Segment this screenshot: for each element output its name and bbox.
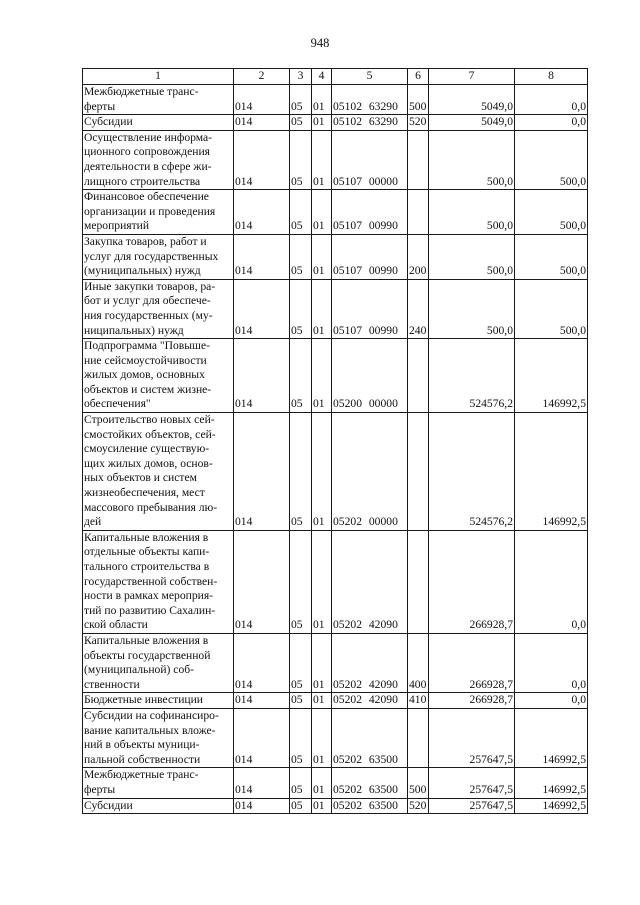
item-name: Осуществление информа- ционного сопровождения деятельности в сфере жи- лищного строительства <box>83 130 234 189</box>
section-code: 05 <box>290 339 312 413</box>
target-code: 05107 00000 <box>332 130 408 189</box>
header-cell: 7 <box>429 69 515 85</box>
amount-1: 500,0 <box>429 234 515 279</box>
amount-2: 146992,5 <box>515 768 588 798</box>
expense-type-code: 200 <box>408 234 429 279</box>
expense-type-code: 240 <box>408 279 429 338</box>
target-code: 05200 00000 <box>332 339 408 413</box>
section-code: 05 <box>290 798 312 814</box>
amount-1: 257647,5 <box>429 768 515 798</box>
section-code: 05 <box>290 633 312 692</box>
expense-type-code <box>408 130 429 189</box>
expense-type-code <box>408 530 429 633</box>
page-number: 948 <box>310 36 330 50</box>
budget-table <box>82 68 588 814</box>
amount-1: 257647,5 <box>429 708 515 767</box>
amount-2: 500,0 <box>515 130 588 189</box>
table-row <box>83 413 588 531</box>
amount-2: 500,0 <box>515 279 588 338</box>
item-name: Субсидии на софинансиро- вание капитальных вложе- ний в объекты муници- пальной собственности <box>83 708 234 767</box>
ministry-code: 014 <box>234 413 290 531</box>
amount-2: 0,0 <box>515 693 588 709</box>
target-code: 05102 63290 <box>332 115 408 131</box>
expense-type-code: 410 <box>408 693 429 709</box>
header-cell: 1 <box>83 69 234 85</box>
subsection-code: 01 <box>312 279 332 338</box>
table-row <box>83 115 588 131</box>
section-code: 05 <box>290 279 312 338</box>
table-row <box>83 130 588 189</box>
amount-2: 146992,5 <box>515 708 588 767</box>
target-code: 05202 42090 <box>332 530 408 633</box>
header-cell: 8 <box>515 69 588 85</box>
amount-1: 5049,0 <box>429 115 515 131</box>
item-name: Капитальные вложения в объекты государственной (муниципальной) соб- ственности <box>83 633 234 692</box>
amount-2: 0,0 <box>515 85 588 115</box>
expense-type-code <box>408 413 429 531</box>
header-row <box>83 69 588 85</box>
expense-type-code: 400 <box>408 633 429 692</box>
section-code: 05 <box>290 768 312 798</box>
ministry-code: 014 <box>234 768 290 798</box>
target-code: 05202 42090 <box>332 633 408 692</box>
ministry-code: 014 <box>234 708 290 767</box>
header-cell: 6 <box>408 69 429 85</box>
amount-2: 0,0 <box>515 633 588 692</box>
item-name: Финансовое обеспечение организации и проведения мероприятий <box>83 190 234 235</box>
target-code: 05107 00990 <box>332 190 408 235</box>
item-name: Субсидии <box>83 115 234 131</box>
table-row <box>83 768 588 798</box>
table-row <box>83 339 588 413</box>
subsection-code: 01 <box>312 708 332 767</box>
subsection-code: 01 <box>312 190 332 235</box>
amount-2: 0,0 <box>515 115 588 131</box>
subsection-code: 01 <box>312 693 332 709</box>
target-code: 05202 63500 <box>332 708 408 767</box>
subsection-code: 01 <box>312 768 332 798</box>
item-name: Субсидии <box>83 798 234 814</box>
ministry-code: 014 <box>234 190 290 235</box>
header-cell: 2 <box>234 69 290 85</box>
expense-type-code: 500 <box>408 85 429 115</box>
header-cell: 3 <box>290 69 312 85</box>
amount-1: 257647,5 <box>429 798 515 814</box>
amount-2: 146992,5 <box>515 798 588 814</box>
table-row <box>83 234 588 279</box>
section-code: 05 <box>290 530 312 633</box>
expense-type-code <box>408 708 429 767</box>
amount-1: 500,0 <box>429 279 515 338</box>
section-code: 05 <box>290 115 312 131</box>
ministry-code: 014 <box>234 530 290 633</box>
section-code: 05 <box>290 413 312 531</box>
section-code: 05 <box>290 234 312 279</box>
subsection-code: 01 <box>312 234 332 279</box>
item-name: Иные закупки товаров, ра- бот и услуг для обеспече- ния государственных (му- ниципальных) нужд <box>83 279 234 338</box>
item-name: Строительство новых сей- смостойких объектов, сей- смоусиление существую- щих жилых домов, основ- ных объектов и систем жизнеобеспечения, мест массового пребывания лю- дей <box>83 413 234 531</box>
item-name: Межбюджетные транс- ферты <box>83 768 234 798</box>
section-code: 05 <box>290 693 312 709</box>
ministry-code: 014 <box>234 279 290 338</box>
expense-type-code: 520 <box>408 798 429 814</box>
amount-1: 266928,7 <box>429 633 515 692</box>
target-code: 05107 00990 <box>332 279 408 338</box>
ministry-code: 014 <box>234 85 290 115</box>
item-name: Закупка товаров, работ и услуг для государственных (муниципальных) нужд <box>83 234 234 279</box>
header-cell: 5 <box>332 69 408 85</box>
amount-1: 500,0 <box>429 190 515 235</box>
amount-2: 146992,5 <box>515 413 588 531</box>
table-row <box>83 85 588 115</box>
ministry-code: 014 <box>234 693 290 709</box>
section-code: 05 <box>290 85 312 115</box>
header-cell: 4 <box>312 69 332 85</box>
subsection-code: 01 <box>312 115 332 131</box>
table-row <box>83 633 588 692</box>
ministry-code: 014 <box>234 130 290 189</box>
table-row <box>83 693 588 709</box>
table-row <box>83 798 588 814</box>
target-code: 05202 63500 <box>332 768 408 798</box>
table-row <box>83 530 588 633</box>
table-row <box>83 708 588 767</box>
subsection-code: 01 <box>312 413 332 531</box>
table-row <box>83 190 588 235</box>
amount-2: 500,0 <box>515 234 588 279</box>
expense-type-code: 500 <box>408 768 429 798</box>
table-row <box>83 279 588 338</box>
target-code: 05102 63290 <box>332 85 408 115</box>
ministry-code: 014 <box>234 234 290 279</box>
section-code: 05 <box>290 130 312 189</box>
subsection-code: 01 <box>312 633 332 692</box>
amount-2: 146992,5 <box>515 339 588 413</box>
amount-1: 5049,0 <box>429 85 515 115</box>
ministry-code: 014 <box>234 115 290 131</box>
section-code: 05 <box>290 708 312 767</box>
amount-1: 524576,2 <box>429 339 515 413</box>
target-code: 05107 00990 <box>332 234 408 279</box>
amount-1: 266928,7 <box>429 693 515 709</box>
item-name: Капитальные вложения в отдельные объекты капи- тального строительства в государственной собствен- ности в рамках мероприя- тий по развитию Сахалин- ской области <box>83 530 234 633</box>
amount-1: 524576,2 <box>429 413 515 531</box>
target-code: 05202 42090 <box>332 693 408 709</box>
expense-type-code <box>408 190 429 235</box>
amount-1: 500,0 <box>429 130 515 189</box>
expense-type-code <box>408 339 429 413</box>
item-name: Бюджетные инвестиции <box>83 693 234 709</box>
subsection-code: 01 <box>312 798 332 814</box>
ministry-code: 014 <box>234 798 290 814</box>
item-name: Межбюджетные транс- ферты <box>83 85 234 115</box>
amount-2: 500,0 <box>515 190 588 235</box>
amount-1: 266928,7 <box>429 530 515 633</box>
subsection-code: 01 <box>312 130 332 189</box>
expense-type-code: 520 <box>408 115 429 131</box>
target-code: 05202 00000 <box>332 413 408 531</box>
target-code: 05202 63500 <box>332 798 408 814</box>
subsection-code: 01 <box>312 339 332 413</box>
item-name: Подпрограмма "Повыше- ние сейсмоустойчивости жилых домов, основных объектов и систем жизне- обеспечения" <box>83 339 234 413</box>
ministry-code: 014 <box>234 339 290 413</box>
section-code: 05 <box>290 190 312 235</box>
subsection-code: 01 <box>312 85 332 115</box>
ministry-code: 014 <box>234 633 290 692</box>
amount-2: 0,0 <box>515 530 588 633</box>
subsection-code: 01 <box>312 530 332 633</box>
